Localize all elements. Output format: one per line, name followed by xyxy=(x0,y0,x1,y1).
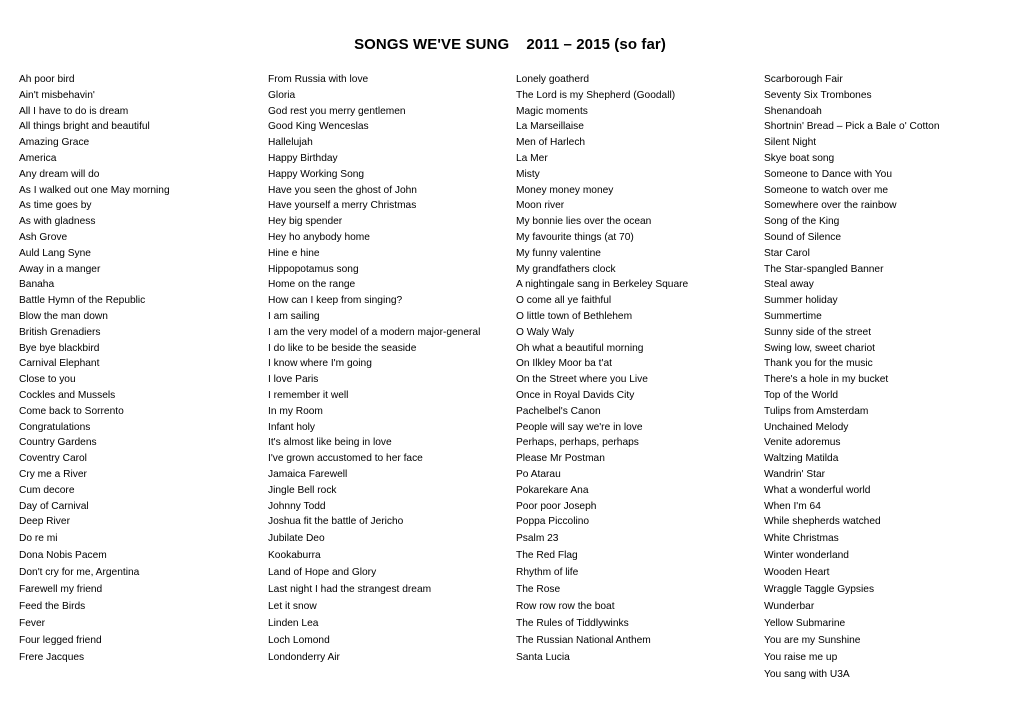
song-title: I am the very model of a modern major-general xyxy=(268,326,481,338)
song-title: Silent Night xyxy=(764,137,817,149)
song-title: Winter wonderland xyxy=(764,550,849,562)
song-title: Amazing Grace xyxy=(19,137,90,149)
song-title: Somewhere over the rainbow xyxy=(764,200,897,212)
song-title: La Mer xyxy=(516,152,548,164)
song-title: Feed the Birds xyxy=(19,601,86,613)
song-title: America xyxy=(19,152,57,164)
song-title: Wunderbar xyxy=(764,601,815,613)
song-title: Auld Lang Syne xyxy=(19,247,91,259)
song-title: Any dream will do xyxy=(19,168,100,180)
song-title: Have you seen the ghost of John xyxy=(268,184,417,196)
song-title: My funny valentine xyxy=(516,247,601,259)
song-title: Four legged friend xyxy=(19,635,102,647)
song-title: People will say we're in love xyxy=(516,421,643,433)
song-title: Fever xyxy=(19,618,46,630)
song-title: Cum decore xyxy=(19,484,75,496)
song-title: Ain't misbehavin' xyxy=(19,89,95,101)
song-title: I am sailing xyxy=(268,310,320,322)
song-column-2 xyxy=(268,72,508,666)
song-title: Country Gardens xyxy=(19,437,97,449)
song-title: Summertime xyxy=(764,310,822,322)
song-title: Misty xyxy=(516,168,540,180)
song-title: Wooden Heart xyxy=(764,567,830,579)
song-title: Battle Hymn of the Republic xyxy=(19,295,146,307)
song-title: The Russian National Anthem xyxy=(516,635,651,647)
song-title: Poor poor Joseph xyxy=(516,500,597,512)
song-column-1 xyxy=(19,72,259,666)
song-title: Shenandoah xyxy=(764,105,822,117)
song-title: You sang with U3A xyxy=(764,669,850,681)
song-title: British Grenadiers xyxy=(19,326,101,338)
song-title: Wandrin' Star xyxy=(764,468,826,480)
song-title: White Christmas xyxy=(764,533,839,545)
song-title: Seventy Six Trombones xyxy=(764,89,872,101)
song-title: Away in a manger xyxy=(19,263,101,275)
song-title: Land of Hope and Glory xyxy=(268,567,377,579)
song-title: The Rose xyxy=(516,584,561,596)
song-title: Cry me a River xyxy=(19,468,87,480)
song-title: On the Street where you Live xyxy=(516,374,648,386)
song-title: Deep River xyxy=(19,516,70,528)
song-title: Joshua fit the battle of Jericho xyxy=(268,516,404,528)
song-title: All I have to do is dream xyxy=(19,105,129,117)
song-title: Don't cry for me, Argentina xyxy=(19,567,140,579)
song-title: There's a hole in my bucket xyxy=(764,374,889,386)
song-title: Kookaburra xyxy=(268,550,321,562)
song-title: On Ilkley Moor ba t'at xyxy=(516,358,612,370)
song-title: Frere Jacques xyxy=(19,652,85,664)
song-title: Day of Carnival xyxy=(19,500,89,512)
song-title: Happy Birthday xyxy=(268,152,338,164)
song-column-4 xyxy=(764,72,1014,683)
song-title: Jubilate Deo xyxy=(268,533,325,545)
song-title: Do re mi xyxy=(19,533,58,545)
song-title: Sound of Silence xyxy=(764,231,842,243)
song-title: Santa Lucia xyxy=(516,652,570,664)
song-title: Venite adoremus xyxy=(764,437,841,449)
song-title: Johnny Todd xyxy=(268,500,326,512)
song-title: Infant holy xyxy=(268,421,316,433)
song-title: Pachelbel's Canon xyxy=(516,405,601,417)
song-title: Have yourself a merry Christmas xyxy=(268,200,417,212)
song-title: Ah poor bird xyxy=(19,74,75,85)
song-title: The Rules of Tiddlywinks xyxy=(516,618,629,630)
song-title: From Russia with love xyxy=(268,74,369,85)
song-title: It's almost like being in love xyxy=(268,437,392,449)
song-title: Men of Harlech xyxy=(516,137,586,149)
song-title: Poppa Piccolino xyxy=(516,516,590,528)
song-title: Jamaica Farewell xyxy=(268,468,348,480)
song-title: Gloria xyxy=(268,89,296,101)
song-title: The Red Flag xyxy=(516,550,578,562)
song-title: Sunny side of the street xyxy=(764,326,872,338)
song-title: Banaha xyxy=(19,279,55,291)
song-title: Someone to watch over me xyxy=(764,184,889,196)
song-title: Tulips from Amsterdam xyxy=(764,405,869,417)
song-title: Swing low, sweet chariot xyxy=(764,342,875,354)
song-title: Dona Nobis Pacem xyxy=(19,550,107,562)
song-title: Shortnin' Bread – Pick a Bale o' Cotton xyxy=(764,121,940,133)
song-title: Skye boat song xyxy=(764,152,835,164)
song-title: You are my Sunshine xyxy=(764,635,861,647)
song-title: Home on the range xyxy=(268,279,356,291)
song-title: Congratulations xyxy=(19,421,91,433)
song-title: Blow the man down xyxy=(19,310,108,322)
song-title: Psalm 23 xyxy=(516,533,559,545)
song-title: Yellow Submarine xyxy=(764,618,846,630)
song-title: Po Atarau xyxy=(516,468,561,480)
song-title: As time goes by xyxy=(19,200,92,212)
song-title: Bye bye blackbird xyxy=(19,342,100,354)
song-title: My bonnie lies over the ocean xyxy=(516,216,652,228)
song-title: O little town of Bethlehem xyxy=(516,310,633,322)
song-title: I love Paris xyxy=(268,374,319,386)
song-title: My grandfathers clock xyxy=(516,263,616,275)
song-title: Hine e hine xyxy=(268,247,320,259)
song-title: What a wonderful world xyxy=(764,484,871,496)
song-title: Good King Wenceslas xyxy=(268,121,369,133)
song-title: I do like to be beside the seaside xyxy=(268,342,417,354)
song-title: Money money money xyxy=(516,184,614,196)
song-title: La Marseillaise xyxy=(516,121,584,133)
song-title: When I'm 64 xyxy=(764,500,821,512)
song-title: Song of the King xyxy=(764,216,840,228)
song-title: Summer holiday xyxy=(764,295,838,307)
song-title: Thank you for the music xyxy=(764,358,873,370)
song-title: Ash Grove xyxy=(19,231,68,243)
song-title: Coventry Carol xyxy=(19,453,87,465)
song-title: Happy Working Song xyxy=(268,168,365,180)
song-title: Carnival Elephant xyxy=(19,358,100,370)
song-title: I remember it well xyxy=(268,389,349,401)
song-title: Loch Lomond xyxy=(268,635,330,647)
song-title: Moon river xyxy=(516,200,565,212)
song-column-3 xyxy=(516,72,756,666)
song-title: Perhaps, perhaps, perhaps xyxy=(516,437,639,449)
song-title: I've grown accustomed to her face xyxy=(268,453,423,465)
song-title: Hallelujah xyxy=(268,137,313,149)
song-title: Cockles and Mussels xyxy=(19,389,116,401)
song-title: Steal away xyxy=(764,279,814,291)
song-title: O come all ye faithful xyxy=(516,295,612,307)
song-title: Please Mr Postman xyxy=(516,453,605,465)
song-title: The Lord is my Shepherd (Goodall) xyxy=(516,89,676,101)
song-title: All things bright and beautiful xyxy=(19,121,150,133)
song-title: Top of the World xyxy=(764,389,838,401)
song-title: Last night I had the strangest dream xyxy=(268,584,432,596)
song-title: Magic moments xyxy=(516,105,588,117)
song-title: Hey ho anybody home xyxy=(268,231,370,243)
song-title: Rhythm of life xyxy=(516,567,579,579)
song-title: The Star-spangled Banner xyxy=(764,263,884,275)
song-title: My favourite things (at 70) xyxy=(516,231,634,243)
song-title: Once in Royal Davids City xyxy=(516,389,635,401)
song-title: A nightingale sang in Berkeley Square xyxy=(516,279,689,291)
song-title: Someone to Dance with You xyxy=(764,168,892,180)
song-title: Oh what a beautiful morning xyxy=(516,342,644,354)
song-title: Let it snow xyxy=(268,601,317,613)
song-title: Close to you xyxy=(19,374,76,386)
song-title: Lonely goatherd xyxy=(516,74,590,85)
song-title: God rest you merry gentlemen xyxy=(268,105,406,117)
song-title: Hey big spender xyxy=(268,216,343,228)
song-title: Unchained Melody xyxy=(764,421,849,433)
song-title: Scarborough Fair xyxy=(764,74,843,85)
song-title: Londonderry Air xyxy=(268,652,340,664)
song-title: I know where I'm going xyxy=(268,358,372,370)
song-title: Waltzing Matilda xyxy=(764,453,839,465)
song-title: Hippopotamus song xyxy=(268,263,359,275)
song-title: Come back to Sorrento xyxy=(19,405,124,417)
song-title: Linden Lea xyxy=(268,618,319,630)
song-title: While shepherds watched xyxy=(764,516,881,528)
song-title: As I walked out one May morning xyxy=(19,184,170,196)
song-title: Pokarekare Ana xyxy=(516,484,589,496)
song-title: You raise me up xyxy=(764,652,838,664)
song-title: As with gladness xyxy=(19,216,96,228)
song-title: How can I keep from singing? xyxy=(268,295,403,307)
song-title: Farewell my friend xyxy=(19,584,103,596)
song-title: Star Carol xyxy=(764,247,810,259)
song-title: Wraggle Taggle Gypsies xyxy=(764,584,875,596)
song-title: Row row row the boat xyxy=(516,601,615,613)
page-title: SONGS WE'VE SUNG 2011 – 2015 (so far) xyxy=(354,36,666,53)
song-title: Jingle Bell rock xyxy=(268,484,337,496)
song-title: In my Room xyxy=(268,405,323,417)
song-title: O Waly Waly xyxy=(516,326,575,338)
